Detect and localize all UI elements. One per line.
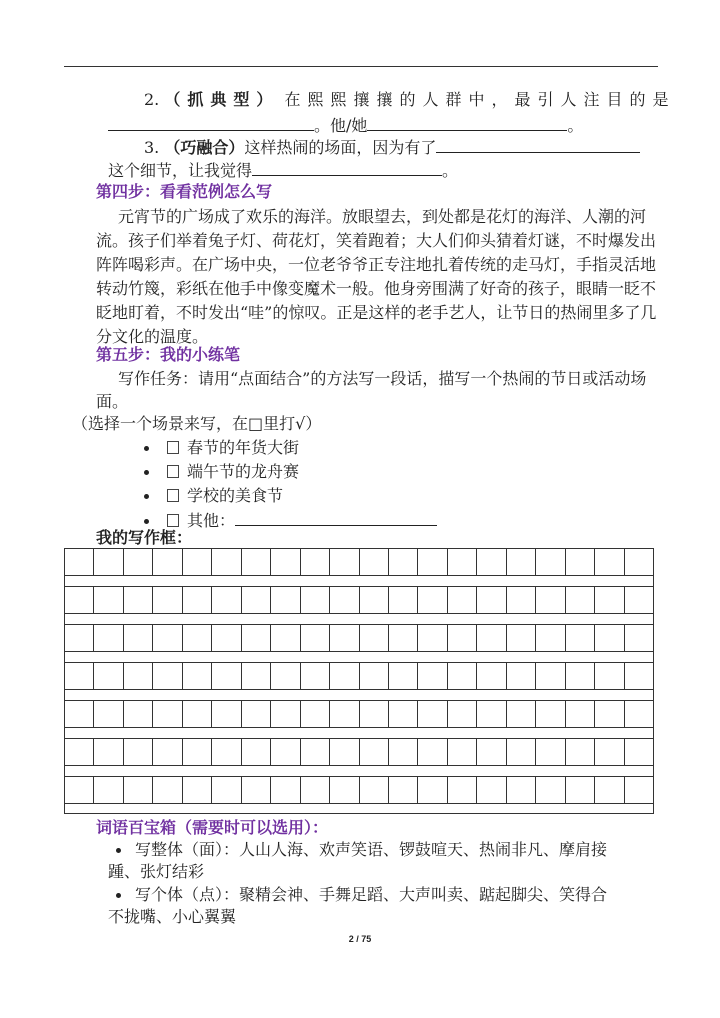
step4-line-1: 元宵节的广场成了欢乐的海洋。放眼望去，到处都是花灯的海洋、人潮的河 bbox=[118, 207, 647, 226]
grid-cell[interactable] bbox=[93, 662, 122, 690]
grid-cell[interactable] bbox=[241, 548, 270, 576]
grid-cell[interactable] bbox=[388, 776, 417, 804]
grid-cell[interactable] bbox=[64, 738, 93, 766]
grid-cell[interactable] bbox=[270, 586, 299, 614]
grid-cell[interactable] bbox=[270, 700, 299, 728]
wordbox-item-2 bbox=[116, 885, 607, 905]
grid-cell[interactable] bbox=[93, 738, 122, 766]
wordbox-item-1 bbox=[116, 840, 607, 860]
grid-cell[interactable] bbox=[447, 624, 476, 652]
grid-cell[interactable] bbox=[388, 700, 417, 728]
grid-cell[interactable] bbox=[329, 776, 358, 804]
grid-spacer bbox=[64, 804, 654, 814]
grid-cell[interactable] bbox=[506, 738, 535, 766]
grid-cell[interactable] bbox=[123, 662, 152, 690]
grid-spacer bbox=[64, 652, 654, 662]
grid-cell[interactable] bbox=[359, 776, 388, 804]
grid-cell[interactable] bbox=[506, 586, 535, 614]
grid-cell[interactable] bbox=[123, 776, 152, 804]
grid-cell[interactable] bbox=[300, 662, 329, 690]
grid-row bbox=[64, 662, 654, 690]
grid-cell[interactable] bbox=[182, 738, 211, 766]
grid-cell[interactable] bbox=[388, 586, 417, 614]
grid-spacer bbox=[64, 728, 654, 738]
wordbox-item-2-cont: 不拢嘴、小心翼翼 bbox=[108, 907, 237, 926]
grid-cell[interactable] bbox=[506, 548, 535, 576]
grid-cell[interactable] bbox=[447, 776, 476, 804]
option-item bbox=[144, 438, 299, 458]
grid-cell[interactable] bbox=[300, 624, 329, 652]
grid-cell[interactable] bbox=[417, 738, 446, 766]
wordbox-item-1-cont: 踵、张灯结彩 bbox=[108, 862, 205, 881]
grid-cell[interactable] bbox=[329, 700, 358, 728]
q3-blank-2[interactable] bbox=[252, 160, 442, 176]
step4-line-6: 分文化的温度。 bbox=[96, 327, 209, 346]
grid-cell[interactable] bbox=[594, 700, 623, 728]
bullet-icon bbox=[144, 446, 149, 451]
bullet-icon bbox=[144, 494, 149, 499]
grid-cell[interactable] bbox=[388, 738, 417, 766]
grid-cell[interactable] bbox=[300, 586, 329, 614]
step4-title: 第四步：看看范例怎么写 bbox=[96, 182, 273, 201]
checkbox[interactable] bbox=[167, 514, 179, 527]
grid-cell[interactable] bbox=[182, 776, 211, 804]
grid-cell[interactable] bbox=[64, 662, 93, 690]
wordbox-item-1-text: 写整体（面）：人山人海、欢声笑语、锣鼓喧天、热闹非凡、摩肩接 bbox=[135, 840, 608, 859]
grid-cell[interactable] bbox=[64, 700, 93, 728]
grid-cell[interactable] bbox=[476, 624, 505, 652]
grid-row bbox=[64, 776, 654, 804]
page-number: 2 / 75 bbox=[348, 934, 372, 944]
grid-spacer bbox=[64, 766, 654, 776]
q3-tag: （巧融合） bbox=[164, 138, 245, 157]
grid-cell[interactable] bbox=[535, 624, 564, 652]
grid-cell[interactable] bbox=[93, 624, 122, 652]
grid-cell[interactable] bbox=[594, 624, 623, 652]
grid-cell[interactable] bbox=[182, 586, 211, 614]
grid-cell[interactable] bbox=[447, 662, 476, 690]
grid-cell[interactable] bbox=[241, 738, 270, 766]
bullet-icon bbox=[116, 893, 121, 898]
grid-cell[interactable] bbox=[211, 548, 240, 576]
grid-cell[interactable] bbox=[152, 548, 181, 576]
grid-cell[interactable] bbox=[300, 700, 329, 728]
grid-cell[interactable] bbox=[594, 548, 623, 576]
grid-cell[interactable] bbox=[565, 624, 594, 652]
grid-cell[interactable] bbox=[417, 548, 446, 576]
grid-row bbox=[64, 738, 654, 766]
grid-cell[interactable] bbox=[123, 624, 152, 652]
q2-blank-1[interactable] bbox=[108, 115, 314, 131]
step4-line-4: 转动竹篾，彩纸在他手中像变魔术一般。他身旁围满了好奇的孩子，眼睛一眨不 bbox=[96, 279, 657, 298]
wordbox-title: 词语百宝箱（需要时可以选用）： bbox=[96, 818, 329, 837]
grid-cell[interactable] bbox=[123, 586, 152, 614]
grid-cell[interactable] bbox=[594, 586, 623, 614]
step5-title: 第五步：我的小练笔 bbox=[96, 345, 241, 364]
option-item bbox=[144, 462, 299, 482]
grid-cell[interactable] bbox=[152, 738, 181, 766]
bullet-icon bbox=[144, 470, 149, 475]
q2-tag: （抓典型） bbox=[164, 90, 280, 109]
grid-cell[interactable] bbox=[506, 624, 535, 652]
grid-cell[interactable] bbox=[476, 586, 505, 614]
q2-end: 。 bbox=[567, 116, 584, 135]
grid-cell[interactable] bbox=[476, 776, 505, 804]
grid-spacer bbox=[64, 614, 654, 624]
grid-cell[interactable] bbox=[565, 662, 594, 690]
grid-cell[interactable] bbox=[64, 776, 93, 804]
grid-cell[interactable] bbox=[241, 586, 270, 614]
step4-line-5: 眨地盯着，不时发出“哇”的惊叹。正是这样的老手艺人，让节日的热闹里多了几 bbox=[96, 303, 657, 322]
frame-title: 我的写作框： bbox=[96, 528, 193, 547]
grid-cell[interactable] bbox=[624, 700, 654, 728]
grid-cell[interactable] bbox=[388, 662, 417, 690]
grid-cell[interactable] bbox=[447, 586, 476, 614]
grid-cell[interactable] bbox=[241, 662, 270, 690]
grid-cell[interactable] bbox=[594, 776, 623, 804]
grid-cell[interactable] bbox=[535, 776, 564, 804]
grid-cell[interactable] bbox=[93, 700, 122, 728]
grid-cell[interactable] bbox=[447, 700, 476, 728]
grid-cell[interactable] bbox=[506, 662, 535, 690]
q3-text: 这样热闹的场面，因为有了 bbox=[244, 138, 437, 157]
question-3 bbox=[144, 137, 640, 158]
grid-cell[interactable] bbox=[211, 700, 240, 728]
option-item bbox=[144, 486, 283, 506]
grid-row bbox=[64, 548, 654, 576]
grid-cell[interactable] bbox=[476, 662, 505, 690]
grid-cell[interactable] bbox=[535, 586, 564, 614]
checkbox[interactable] bbox=[167, 441, 179, 454]
grid-cell[interactable] bbox=[152, 776, 181, 804]
grid-cell[interactable] bbox=[329, 586, 358, 614]
grid-cell[interactable] bbox=[211, 662, 240, 690]
grid-cell[interactable] bbox=[241, 624, 270, 652]
grid-spacer bbox=[64, 690, 654, 700]
option-label: 学校的美食节 bbox=[187, 486, 284, 505]
checkbox[interactable] bbox=[167, 465, 179, 478]
grid-cell[interactable] bbox=[64, 624, 93, 652]
checkbox[interactable] bbox=[167, 489, 179, 502]
grid-cell[interactable] bbox=[152, 586, 181, 614]
q2-number: 2. bbox=[144, 90, 160, 109]
grid-cell[interactable] bbox=[624, 548, 654, 576]
grid-cell[interactable] bbox=[565, 776, 594, 804]
grid-cell[interactable] bbox=[624, 738, 654, 766]
grid-cell[interactable] bbox=[329, 662, 358, 690]
grid-cell[interactable] bbox=[535, 700, 564, 728]
option-label: 端午节的龙舟赛 bbox=[187, 462, 300, 481]
question-3-line2 bbox=[108, 160, 458, 181]
grid-cell[interactable] bbox=[359, 662, 388, 690]
grid-row bbox=[64, 586, 654, 614]
grid-cell[interactable] bbox=[359, 586, 388, 614]
grid-cell[interactable] bbox=[594, 738, 623, 766]
q2-blank-2[interactable] bbox=[367, 115, 567, 131]
grid-cell[interactable] bbox=[535, 738, 564, 766]
grid-cell[interactable] bbox=[182, 548, 211, 576]
option-label: 春节的年货大街 bbox=[187, 438, 300, 457]
grid-cell[interactable] bbox=[300, 738, 329, 766]
step4-line-3: 阵阵喝彩声。在广场中央，一位老爷爷正专注地扎着传统的走马灯，手指灵活地 bbox=[96, 255, 657, 274]
grid-cell[interactable] bbox=[241, 776, 270, 804]
grid-cell[interactable] bbox=[447, 548, 476, 576]
grid-cell[interactable] bbox=[64, 586, 93, 614]
grid-cell[interactable] bbox=[270, 624, 299, 652]
writing-grid[interactable] bbox=[64, 548, 654, 814]
grid-cell[interactable] bbox=[123, 738, 152, 766]
step5-instruction: （选择一个场景来写，在□里打√） bbox=[72, 414, 322, 433]
grid-row bbox=[64, 700, 654, 728]
grid-cell[interactable] bbox=[476, 548, 505, 576]
step5-task-1: 写作任务：请用“点面结合”的方法写一段话，描写一个热闹的节日或活动场 bbox=[118, 369, 647, 388]
grid-cell[interactable] bbox=[152, 662, 181, 690]
grid-cell[interactable] bbox=[93, 548, 122, 576]
grid-cell[interactable] bbox=[329, 624, 358, 652]
question-2 bbox=[144, 90, 675, 110]
header-rule bbox=[64, 66, 658, 67]
grid-cell[interactable] bbox=[624, 662, 654, 690]
grid-cell[interactable] bbox=[535, 662, 564, 690]
grid-cell[interactable] bbox=[123, 548, 152, 576]
grid-cell[interactable] bbox=[417, 700, 446, 728]
grid-cell[interactable] bbox=[270, 662, 299, 690]
grid-cell[interactable] bbox=[506, 776, 535, 804]
grid-spacer bbox=[64, 576, 654, 586]
grid-cell[interactable] bbox=[417, 662, 446, 690]
grid-cell[interactable] bbox=[535, 548, 564, 576]
grid-cell[interactable] bbox=[359, 700, 388, 728]
q3-line2: 这个细节，让我觉得 bbox=[108, 161, 253, 180]
q2-mid: 。他/她 bbox=[314, 116, 368, 135]
step5-task-2: 面。 bbox=[96, 392, 129, 411]
grid-cell[interactable] bbox=[270, 738, 299, 766]
grid-cell[interactable] bbox=[270, 548, 299, 576]
grid-cell[interactable] bbox=[417, 624, 446, 652]
grid-cell[interactable] bbox=[329, 738, 358, 766]
wordbox-item-2-text: 写个体（点）：聚精会神、手舞足蹈、大声叫卖、踮起脚尖、笑得合 bbox=[135, 885, 608, 904]
grid-cell[interactable] bbox=[388, 624, 417, 652]
grid-cell[interactable] bbox=[476, 700, 505, 728]
grid-cell[interactable] bbox=[211, 624, 240, 652]
grid-cell[interactable] bbox=[476, 738, 505, 766]
q3-end: 。 bbox=[442, 161, 459, 180]
grid-row bbox=[64, 624, 654, 652]
grid-cell[interactable] bbox=[417, 776, 446, 804]
grid-cell[interactable] bbox=[211, 776, 240, 804]
grid-cell[interactable] bbox=[93, 586, 122, 614]
grid-cell[interactable] bbox=[64, 548, 93, 576]
grid-cell[interactable] bbox=[565, 700, 594, 728]
grid-cell[interactable] bbox=[270, 776, 299, 804]
grid-cell[interactable] bbox=[329, 548, 358, 576]
question-2-line2 bbox=[108, 115, 583, 136]
q2-text: 在熙熙攘攘的人群中，最引人注目的是 bbox=[284, 90, 676, 109]
grid-cell[interactable] bbox=[388, 548, 417, 576]
grid-cell[interactable] bbox=[594, 662, 623, 690]
grid-cell[interactable] bbox=[447, 738, 476, 766]
grid-cell[interactable] bbox=[359, 548, 388, 576]
grid-cell[interactable] bbox=[152, 624, 181, 652]
grid-cell[interactable] bbox=[359, 738, 388, 766]
grid-cell[interactable] bbox=[211, 738, 240, 766]
grid-cell[interactable] bbox=[182, 700, 211, 728]
grid-cell[interactable] bbox=[211, 586, 240, 614]
grid-cell[interactable] bbox=[624, 586, 654, 614]
q3-number: 3. bbox=[144, 138, 160, 157]
grid-cell[interactable] bbox=[300, 548, 329, 576]
bullet-icon bbox=[144, 519, 149, 524]
grid-cell[interactable] bbox=[93, 776, 122, 804]
grid-cell[interactable] bbox=[417, 586, 446, 614]
q3-blank-1[interactable] bbox=[436, 137, 640, 153]
grid-cell[interactable] bbox=[624, 776, 654, 804]
grid-cell[interactable] bbox=[152, 700, 181, 728]
bullet-icon bbox=[116, 848, 121, 853]
grid-cell[interactable] bbox=[182, 662, 211, 690]
grid-cell[interactable] bbox=[565, 548, 594, 576]
grid-cell[interactable] bbox=[182, 624, 211, 652]
grid-cell[interactable] bbox=[565, 738, 594, 766]
step4-line-2: 流。孩子们举着兔子灯、荷花灯，笑着跑着；大人们仰头猜着灯谜，不时爆发出 bbox=[96, 231, 657, 250]
grid-cell[interactable] bbox=[624, 624, 654, 652]
grid-cell[interactable] bbox=[123, 700, 152, 728]
other-blank[interactable] bbox=[235, 510, 437, 526]
option-label: 其他： bbox=[187, 511, 236, 530]
grid-cell[interactable] bbox=[359, 624, 388, 652]
grid-cell[interactable] bbox=[565, 586, 594, 614]
grid-cell[interactable] bbox=[300, 776, 329, 804]
grid-cell[interactable] bbox=[241, 700, 270, 728]
grid-cell[interactable] bbox=[506, 700, 535, 728]
